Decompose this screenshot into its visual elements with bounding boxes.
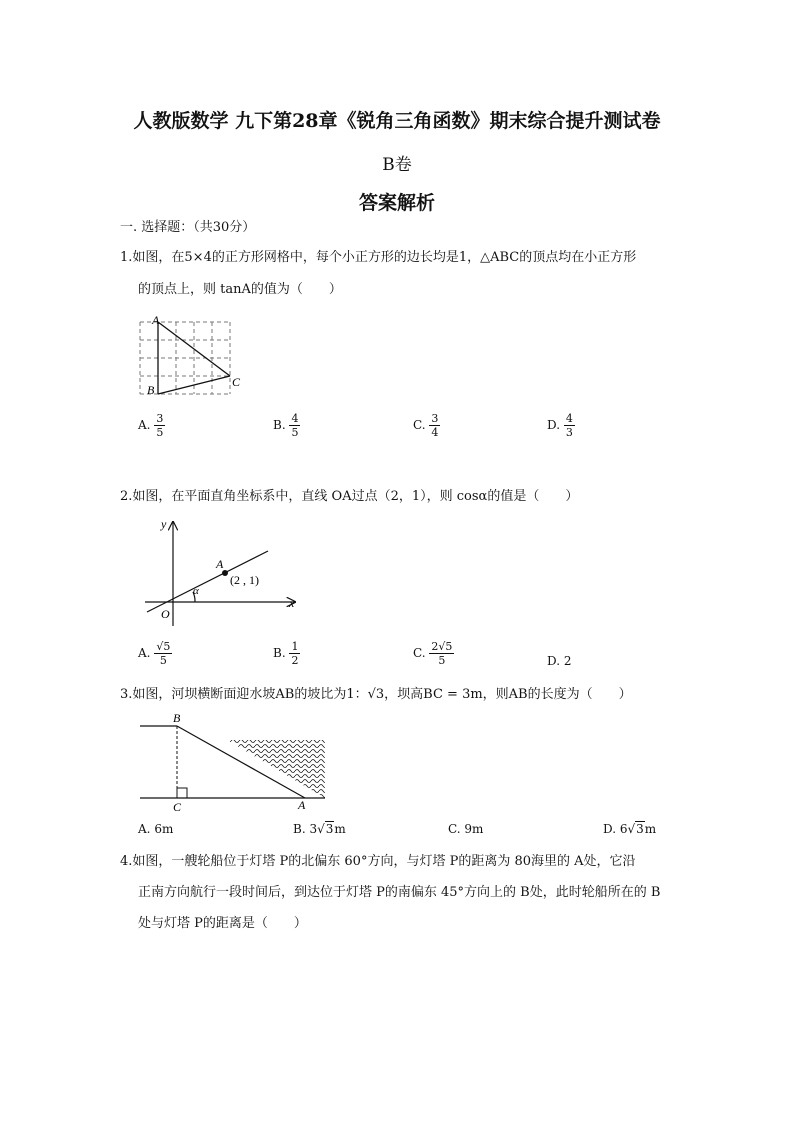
q3-option-a[interactable]: A. 6m [138, 822, 174, 836]
q1-label-b: B [147, 383, 155, 397]
q2-option-d[interactable]: D. 2 [547, 654, 572, 668]
q3-option-c[interactable]: C. 9m [448, 822, 484, 836]
section-heading: 一. 选择题：（共30分） [120, 220, 256, 235]
q1-option-a[interactable]: A. $\frac{3}{5}$ [138, 412, 164, 439]
q3-option-b[interactable]: B. 3√3m [293, 822, 346, 836]
q2-point-label: (2 , 1) [230, 573, 259, 587]
q1-label-c: C [232, 375, 241, 389]
q2-line1: 2.如图，在平面直角坐标系中，直线 OA过点（2，1），则 cosα的值是（ ） [120, 489, 579, 504]
q3-label-b: B [173, 711, 181, 725]
q2-option-a[interactable]: A. $\frac{√5}{5}$ [138, 640, 171, 667]
doc-subtitle: B卷 [382, 155, 412, 175]
q3-dam-figure [135, 708, 335, 814]
q3-option-d[interactable]: D. 6√3m [603, 822, 657, 836]
q2-coordinate-figure [135, 516, 315, 628]
doc-heading: 答案解析 [358, 192, 435, 214]
q2-option-b[interactable]: B. $\frac{1}{2}$ [273, 640, 299, 667]
q4-line2: 正南方向航行一段时间后，到达位于灯塔 P的南偏东 45°方向上的 B处，此时轮船所在的 B [138, 885, 661, 900]
q1-grid-figure [135, 312, 255, 402]
q4-line3: 处与灯塔 P的距离是（ ） [138, 916, 307, 931]
q1-option-b[interactable]: B. $\frac{4}{5}$ [273, 412, 299, 439]
q1-option-c[interactable]: C. $\frac{3}{4}$ [413, 412, 439, 439]
q4-line1: 4.如图，一艘轮船位于灯塔 P的北偏东 60°方向，与灯塔 P的距离为 80海里的 A处，它沿 [120, 854, 636, 869]
q3-label-a: A [298, 798, 306, 812]
q1-label-a: A [152, 313, 160, 327]
q1-line2: 的顶点上，则 tanA的值为（ ） [138, 282, 342, 297]
q2-label-o: O [161, 607, 170, 621]
q3-label-c: C [173, 800, 182, 814]
q2-label-a: A [216, 557, 224, 571]
q1-option-d[interactable]: D. $\frac{4}{3}$ [547, 412, 573, 439]
q3-line1: 3.如图，河坝横断面迎水坡AB的坡比为1：√3，坝高BC = 3m，则AB的长度为（ ） [120, 687, 632, 702]
q1-line1: 1.如图，在5×4的正方形网格中，每个小正方形的边长均是1，△ABC的顶点均在小正方形 [120, 250, 637, 265]
q2-option-c[interactable]: C. $\frac{2√5}{5}$ [413, 640, 453, 667]
q2-label-y: y [161, 517, 167, 531]
doc-title: 人教版数学 九下第28章《锐角三角函数》期末综合提升测试卷 [133, 110, 661, 132]
q2-label-alpha: α [193, 585, 199, 597]
q2-label-x: x [289, 596, 295, 610]
